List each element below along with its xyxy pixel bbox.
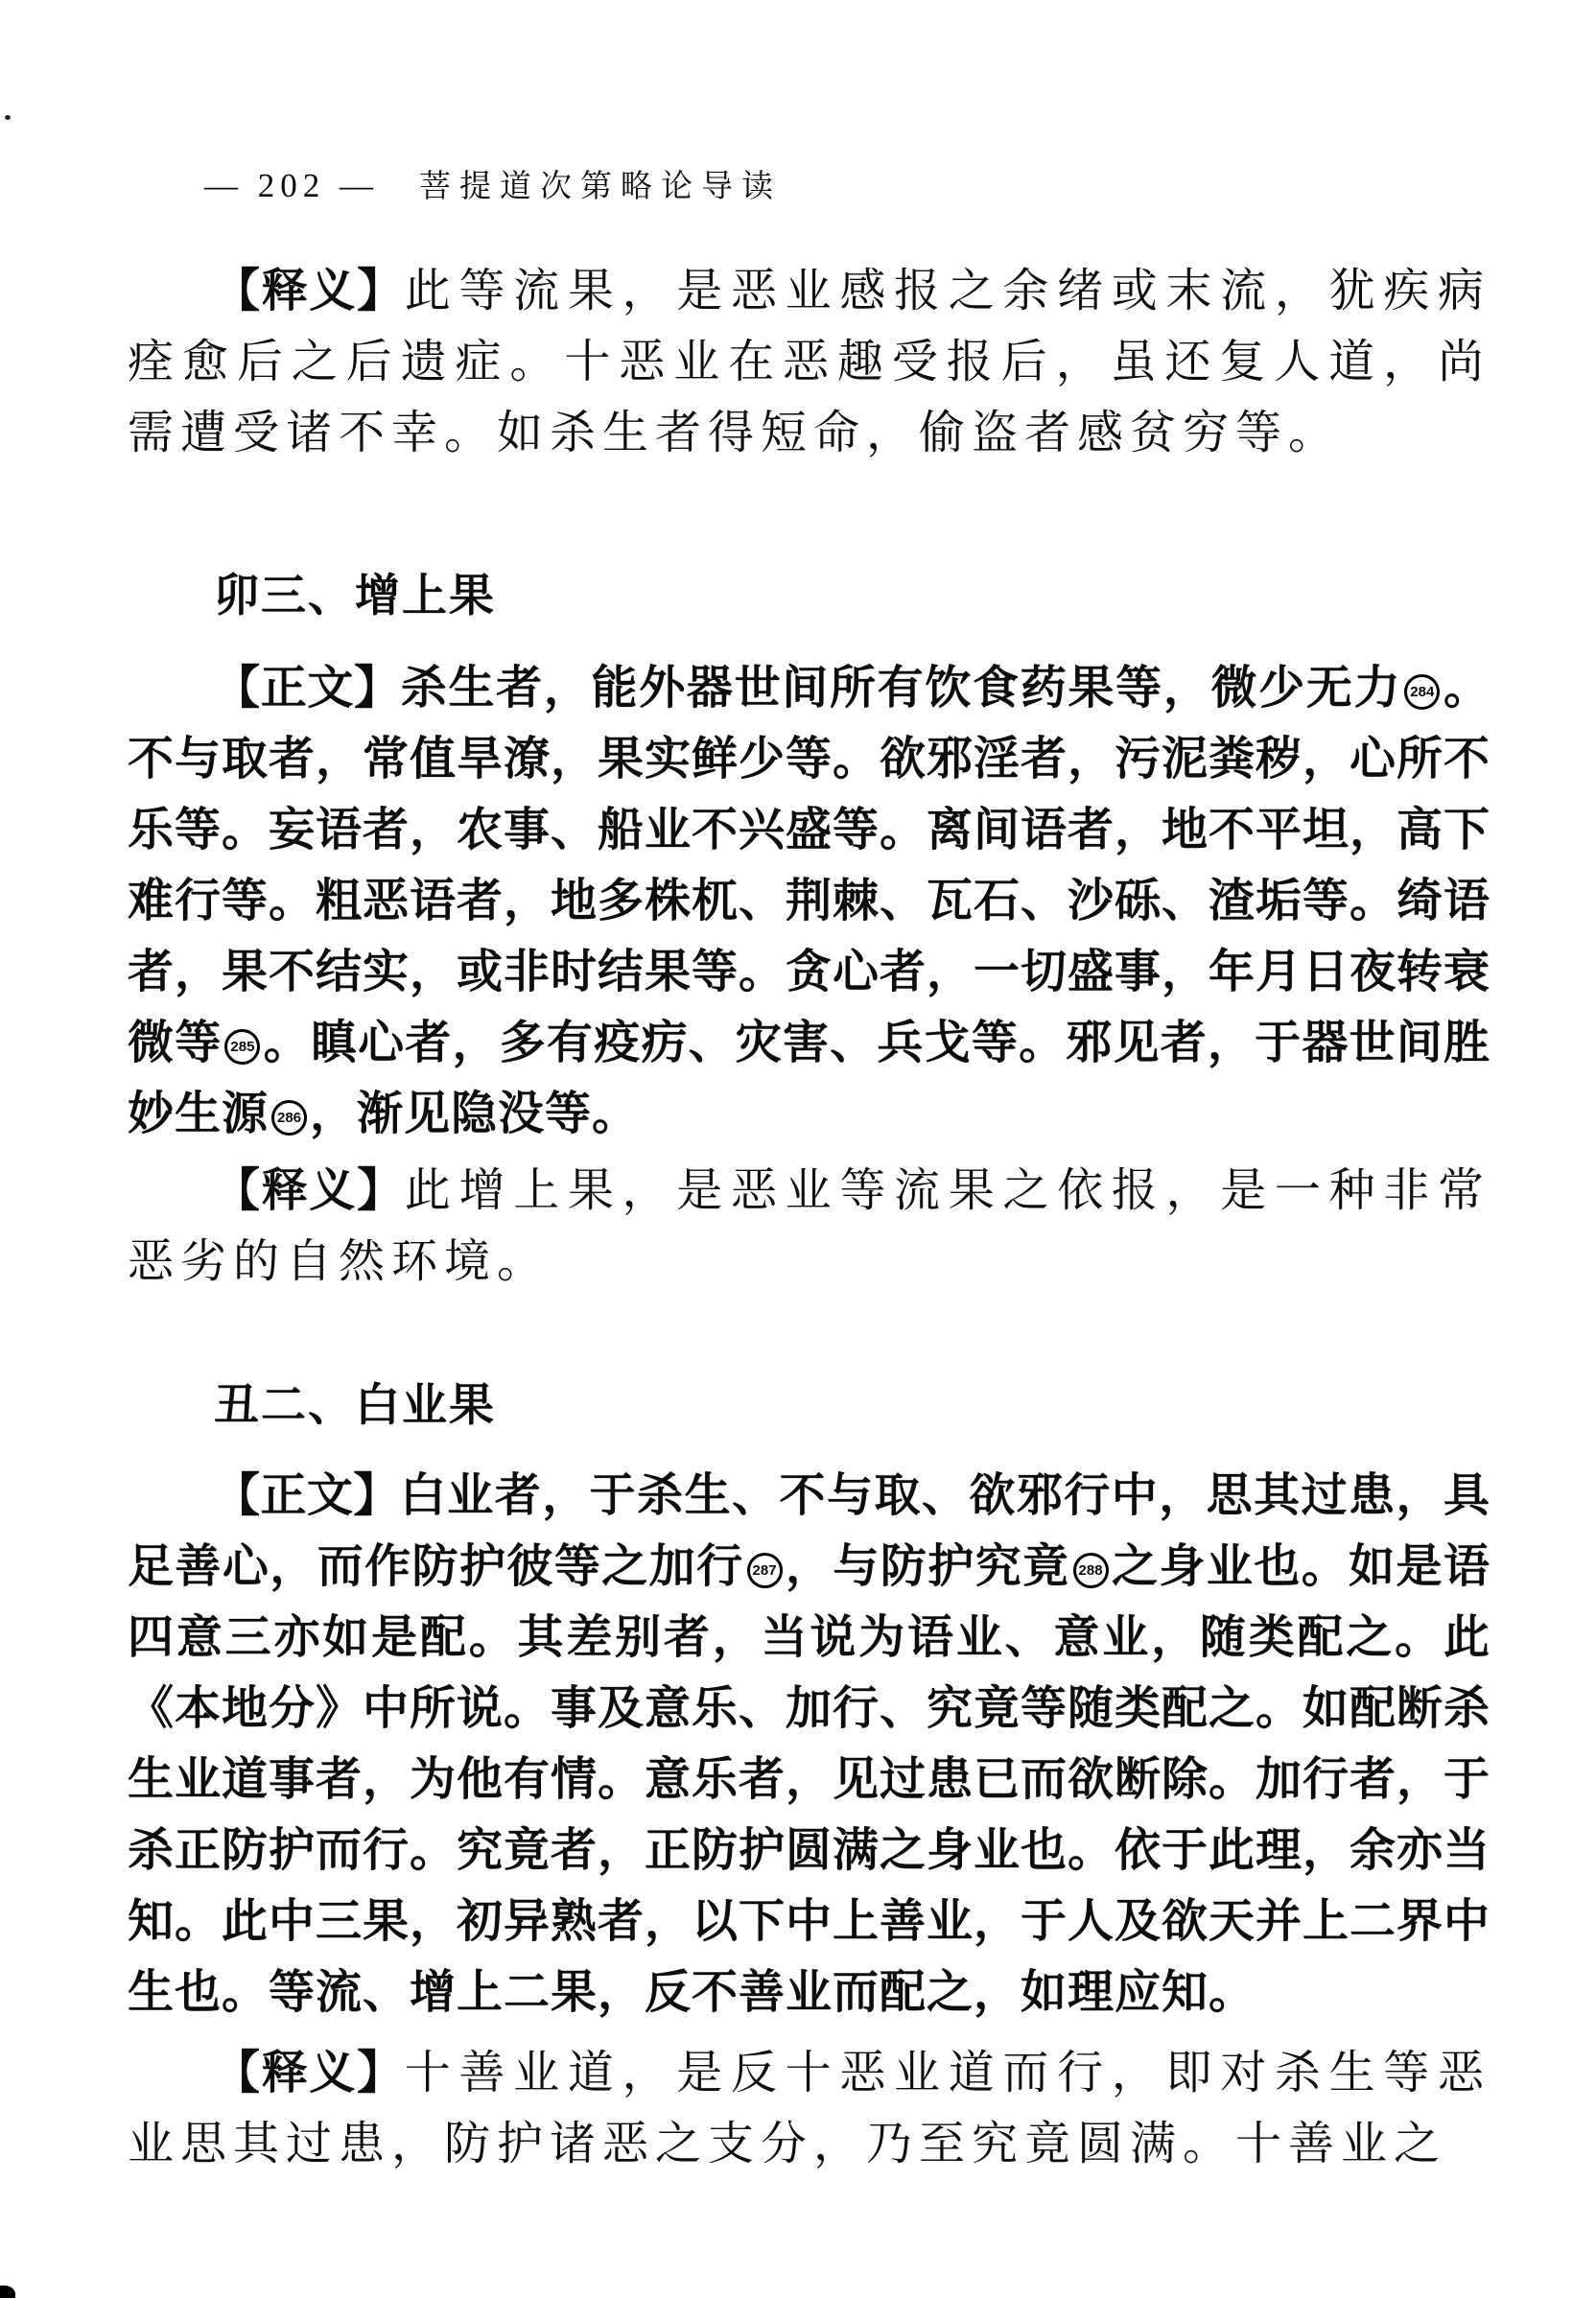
- paragraph-zhengwen-zengshang-guo: [128, 653, 1490, 1150]
- page-content: [128, 0, 1490, 2180]
- paragraph-text: 。不与取者，常值旱潦，果实鲜少等。欲邪淫者，污泥粪秽，心所不乐等。妄语者，农事、船业不兴盛等。离间语者，地不平坦，高下难行等。粗恶语者，地多株杌、荆棘、瓦石、沙砾、渣垢等。绮语者，果不结实，或非时结果等。贪心者，一切盛事，年月日夜转衰微等: [128, 663, 1491, 1068]
- paragraph-text: ，渐见隐没等。: [310, 1089, 640, 1139]
- paragraph-shiyi-dengliu-guo: [128, 256, 1490, 469]
- page-number: — 202 —: [204, 167, 379, 204]
- paragraph-text: 此等流果，是恶业感报之余绪或末流，犹疾病痊愈后之后遗症。十恶业在恶趣受报后，虽还复人道，尚需遭受诸不幸。如杀生者得短命，偷盗者感贫穷等。: [128, 266, 1490, 458]
- paragraph-zhengwen-baiye-guo: [128, 1461, 1490, 2028]
- paragraph-label: 【正文】: [214, 663, 401, 714]
- paragraph-text: 十善业道，是反十恶业道而行，即对杀生等恶业思其过患，防护诸恶之支分，乃至究竟圆满。十善业之: [128, 2048, 1490, 2169]
- scan-artifact-top-left: [5, 115, 11, 120]
- paragraph-label: 【释义】: [214, 2048, 405, 2099]
- paragraph-shiyi-zengshang-guo: [128, 1156, 1490, 1298]
- endnote-marker: 288: [1073, 1553, 1109, 1588]
- paragraph-label: 【正文】: [214, 1470, 400, 1521]
- paragraph-shiyi-shishan-yedao: [128, 2038, 1490, 2180]
- section-heading-baiye-guo: 丑二、白业果: [214, 1379, 496, 1430]
- paragraph-text: ，与防护究竟: [785, 1541, 1070, 1592]
- paragraph-label: 【释义】: [214, 1165, 405, 1216]
- book-title: 菩提道次第略论导读: [419, 170, 782, 204]
- paragraph-text: 白业者，于杀生、不与取、欲邪行中，思其过患，具足善心，而作防护彼等之加行: [128, 1470, 1490, 1592]
- running-header: [204, 0, 1490, 206]
- paragraph-text: 。瞋心者，多有疫疠、灾害、兵戈等。邪见者，于器世间胜妙生源: [128, 1018, 1490, 1139]
- paragraph-text: 杀生者，能外器世间所有饮食药果等，微少无力: [400, 663, 1402, 714]
- paragraph-text: 此增上果，是恶业等流果之依报，是一种非常恶劣的自然环境。: [128, 1165, 1490, 1287]
- endnote-marker: 287: [747, 1553, 783, 1588]
- endnote-marker: 286: [271, 1100, 307, 1136]
- scan-artifact-bottom-left: [0, 2286, 15, 2298]
- section-heading-zengshang-guo: 卯三、增上果: [214, 570, 496, 621]
- endnote-marker: 284: [1404, 674, 1440, 710]
- paragraph-label: 【释义】: [214, 266, 405, 317]
- paragraph-text: 之身业也。如是语四意三亦如是配。其差别者，当说为语业、意业，随类配之。此《本地分》中所说。事及意乐、加行、究竟等随类配之。如配断杀生业道事者，为他有情。意乐者，见过患已而欲断除。加行者，于杀正防护而行。究竟者，正防护圆满之身业也。依于此理，余亦当知。此中三果，初异熟者，以下中上善业，于人及欲天并上二界中生也。等流、增上二果，反不善业而配之，如理应知。: [128, 1541, 1491, 2018]
- endnote-marker: 285: [224, 1029, 260, 1065]
